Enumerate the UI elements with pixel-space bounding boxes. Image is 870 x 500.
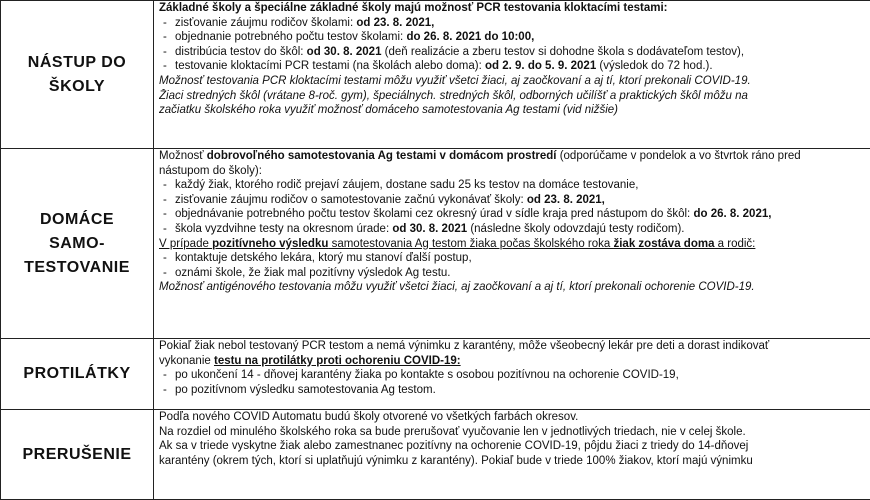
text-run: žiak zostáva doma xyxy=(613,238,714,250)
text-run: každý žiak, ktorého rodič prejaví záujem, dostane sadu 25 ks testov na domáce testovanie, xyxy=(175,179,638,191)
bullet-dash-icon: - xyxy=(163,178,175,193)
section-title-line: DOMÁCE xyxy=(2,208,152,232)
text-run: do 26. 8. 2021 do 10:00, xyxy=(406,31,534,43)
text-run: a rodič: xyxy=(714,238,755,250)
text-run: V prípade xyxy=(159,238,212,250)
text-line xyxy=(159,354,870,369)
text-run: po pozitívnom výsledku samotestovania Ag testom. xyxy=(175,384,436,396)
bullet-item xyxy=(159,30,870,45)
section-title-line: TESTOVANIE xyxy=(2,256,152,280)
text-run: od 30. 8. 2021 xyxy=(392,223,467,235)
bullet-item xyxy=(159,16,870,31)
text-run: škola vyzdvihne testy na okresnom úrade: xyxy=(175,223,392,235)
text-run: objednávanie potrebného počtu testov školami cez okresný úrad v sídle kraja pred nástupom do škôl: xyxy=(175,208,693,220)
bullet-item xyxy=(159,45,870,60)
text-line xyxy=(159,425,870,440)
text-line xyxy=(159,439,870,454)
text-run: (následne školy odovzdajú testy rodičom). xyxy=(467,223,684,235)
section-title xyxy=(1,410,154,500)
text-run: Na rozdiel od minulého školského roka sa bude prerušovať vyučovanie len v jednotlivých triedach, nie v celej škole. xyxy=(159,426,746,438)
text-run: od 23. 8. 2021, xyxy=(527,194,605,206)
section-row-prerusenie xyxy=(1,410,870,500)
bullet-item xyxy=(159,251,870,266)
section-title-line: NÁSTUP DO xyxy=(2,51,152,75)
text-run: (odporúčame v pondelok a vo štvrtok ráno pred xyxy=(557,150,801,162)
text-run: testovanie kloktacími PCR testami (na školách alebo doma): xyxy=(175,60,485,72)
text-line xyxy=(159,237,870,252)
text-run: Základné školy a špeciálne základné školy majú možnosť PCR testovania kloktacími testami: xyxy=(159,2,668,14)
bullet-item xyxy=(159,222,870,237)
text-run: testu na protilátky proti ochoreniu COVID-19: xyxy=(214,355,461,367)
text-run: vykonanie xyxy=(159,355,214,367)
text-line xyxy=(159,454,870,469)
text-run: od 23. 8. 2021, xyxy=(356,17,434,29)
section-title-line: PRERUŠENIE xyxy=(2,443,152,467)
text-line xyxy=(159,89,870,104)
bullet-dash-icon: - xyxy=(163,193,175,208)
text-run: Ak sa v triede vyskytne žiak alebo zamestnanec pozitívny na ochorenie COVID-19, pôjdu žiaci z triedy do 14-dňovej xyxy=(159,440,748,452)
bullet-item xyxy=(159,383,870,398)
bullet-dash-icon: - xyxy=(163,368,175,383)
text-run: Podľa nového COVID Automatu budú školy otvorené vo všetkých farbách okresov. xyxy=(159,411,578,423)
bullet-dash-icon: - xyxy=(163,222,175,237)
section-heading xyxy=(159,1,870,16)
section-body xyxy=(154,1,870,149)
text-line xyxy=(159,74,870,89)
section-title-line: PROTILÁTKY xyxy=(2,362,152,386)
text-run: začiatku školského roka využiť možnosť domáceho samotestovania Ag testami (vid nižšie) xyxy=(159,104,618,116)
bullet-item xyxy=(159,59,870,74)
bullet-dash-icon: - xyxy=(163,207,175,222)
text-run: (deň realizácie a zberu testov si dohodne škola s dodávateľom testov), xyxy=(381,46,744,58)
text-run: Možnosť testovania PCR kloktacími testami môžu využiť všetci žiaci, aj zaočkovaní a aj tí, ktorí prekonali COVID-19. xyxy=(159,75,751,87)
bullet-dash-icon: - xyxy=(163,16,175,31)
bullet-item xyxy=(159,368,870,383)
bullet-item xyxy=(159,207,870,222)
text-run: oznámi škole, že žiak mal pozitívny výsledok Ag testu. xyxy=(175,267,450,279)
section-body xyxy=(154,149,870,339)
section-body xyxy=(154,410,870,500)
text-run: karantény (okrem tých, ktorí si uplatňujú výnimku z karantény). Pokiaľ bude v triede 100% žiakov, ktorí majú výnimku xyxy=(159,455,753,467)
section-row-nastup-do-skoly xyxy=(1,1,870,149)
text-run: Pokiaľ žiak nebol testovaný PCR testom a nemá výnimku z karantény, môže všeobecný lekár pre deti a dorast indikovať xyxy=(159,340,769,352)
section-title-line: ŠKOLY xyxy=(2,75,152,99)
section-title xyxy=(1,149,154,339)
bullet-item xyxy=(159,178,870,193)
text-run: do 26. 8. 2021, xyxy=(693,208,771,220)
text-run: Žiaci stredných škôl (vrátane 8-roč. gym), špeciálnych. stredných škôl, odborných učilíšť a praktických škôl môžu na xyxy=(159,90,748,102)
text-line xyxy=(159,410,870,425)
section-title-line: SAMO- xyxy=(2,232,152,256)
section-title xyxy=(1,1,154,149)
text-line xyxy=(159,149,870,164)
text-line xyxy=(159,280,870,295)
text-run: samotestovania Ag testom žiaka počas školského roka xyxy=(328,238,613,250)
bullet-item xyxy=(159,193,870,208)
bullet-dash-icon: - xyxy=(163,251,175,266)
text-run: od 30. 8. 2021 xyxy=(307,46,382,58)
section-body xyxy=(154,339,870,410)
text-run: dobrovoľného samotestovania Ag testami v domácom prostredí xyxy=(207,150,557,162)
section-title xyxy=(1,339,154,410)
text-run: (výsledok do 72 hod.). xyxy=(596,60,712,72)
text-run: od 2. 9. do 5. 9. 2021 xyxy=(485,60,596,72)
section-row-domace-samotestovanie xyxy=(1,149,870,339)
bullet-dash-icon: - xyxy=(163,59,175,74)
text-run: Možnosť antigénového testovania môžu využiť všetci žiaci, aj zaočkovaní a aj tí, ktorí prekonali ochorenie COVID-19. xyxy=(159,281,755,293)
bullet-dash-icon: - xyxy=(163,383,175,398)
bullet-dash-icon: - xyxy=(163,266,175,281)
text-run: kontaktuje detského lekára, ktorý mu stanoví ďalší postup, xyxy=(175,252,472,264)
section-row-protilatky xyxy=(1,339,870,410)
text-line xyxy=(159,164,870,179)
text-run: pozitívneho výsledku xyxy=(212,238,328,250)
text-run: zisťovanie záujmu rodičov školami: xyxy=(175,17,356,29)
text-run: zisťovanie záujmu rodičov o samotestovanie začnú vykonávať školy: xyxy=(175,194,527,206)
bullet-item xyxy=(159,266,870,281)
text-line xyxy=(159,103,870,118)
text-run: nástupom do školy): xyxy=(159,165,262,177)
text-run: objednanie potrebného počtu testov školami: xyxy=(175,31,406,43)
bullet-dash-icon: - xyxy=(163,45,175,60)
text-line xyxy=(159,339,870,354)
text-run: po ukončení 14 - dňovej karantény žiaka po kontakte s osobou pozitívnou na ochorenie COVID-19, xyxy=(175,369,679,381)
text-run: distribúcia testov do škôl: xyxy=(175,46,307,58)
text-run: Možnosť xyxy=(159,150,207,162)
bullet-dash-icon: - xyxy=(163,30,175,45)
